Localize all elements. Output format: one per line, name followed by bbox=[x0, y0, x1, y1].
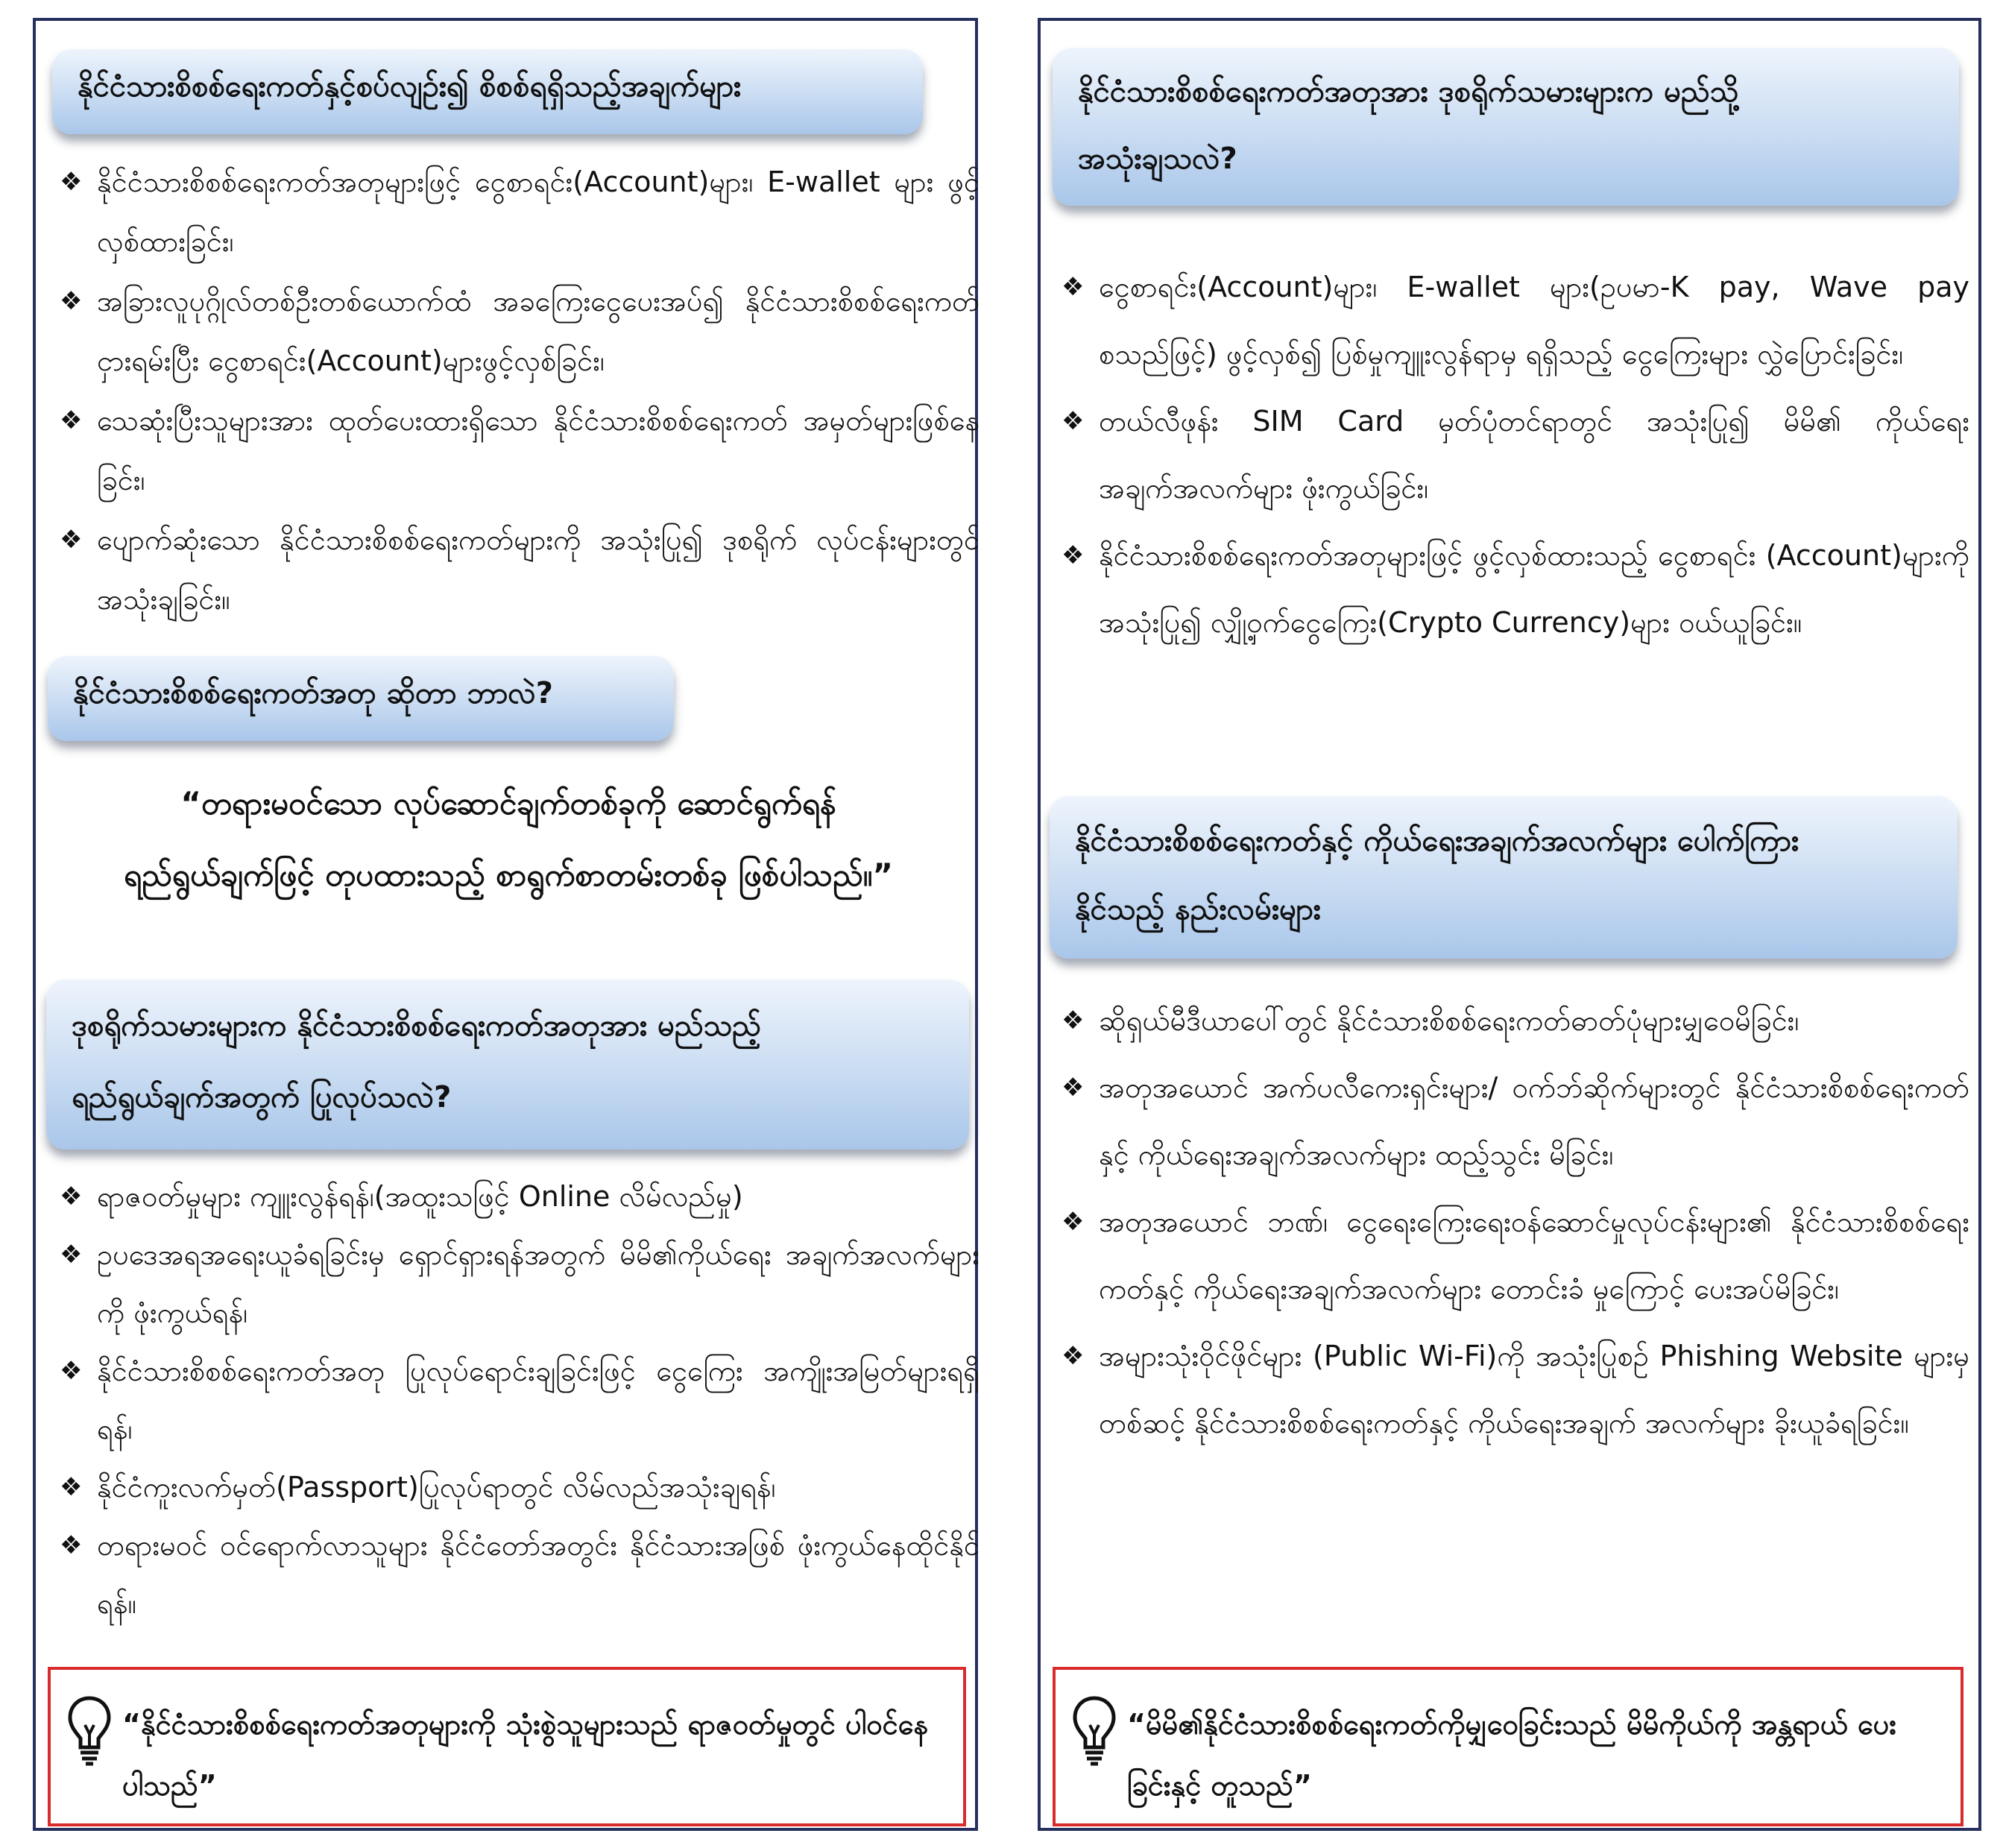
criminal-usage-heading-line2: အသုံးချသလဲ? bbox=[1078, 142, 1237, 176]
fake-nrc-findings-heading: နိုင်ငံသားစိစစ်ရေးကတ်နှင့်စပ်လျဉ်း၍ စိစစ်ရရှိသည့်အချက်များ bbox=[78, 69, 742, 104]
list-item: ❖ နိုင်ငံကူးလက်မှတ်(Passport)ပြုလုပ်ရာတွင် လိမ်လည်အသုံးချရန်၊ bbox=[55, 1458, 980, 1516]
list-item: ❖ အတုအယောင် ဘဏ်၊ ငွေရေးကြေးရေးဝန်ဆောင်မှုလုပ်ငန်းများ၏ နိုင်ငံသားစိစစ်ရေးကတ်နှင့် ကိုယ်ရေးအချက်အလက်များ တောင်းခံ မှုကြောင့် ပေးအပ်မိခြင်း၊ bbox=[1057, 1188, 1969, 1322]
criminal-usage-heading-line1: နိုင်ငံသားစိစစ်ရေးကတ်အတုအား ဒုစရိုက်သမားများက မည်သို့ bbox=[1078, 75, 1739, 109]
left-tip-text: “နိုင်ငံသားစိစစ်ရေးကတ်အတုများကို သုံးစွဲသူများသည် ရာဇဝတ်မှုတွင် ပါဝင်နေပါသည်” bbox=[122, 1708, 929, 1802]
criminal-purpose-heading-line2: ရည်ရွယ်ချက်အတွက် ပြုလုပ်သလဲ? bbox=[72, 1080, 452, 1114]
lightbulb-icon bbox=[1072, 1695, 1117, 1767]
list-item: ❖ အခြားလူပုဂ္ဂိုလ်တစ်ဦးတစ်ယောက်ထံ အခကြေးငွေပေးအပ်၍ နိုင်ငံသားစိစစ်ရေးကတ်ငှားရမ်းပြီး ငွေစာရင်း(Account)များဖွင့်လှစ်ခြင်း၊ bbox=[55, 271, 980, 391]
list-item: ❖ တယ်လီဖုန်း SIM Card မှတ်ပုံတင်ရာတွင် အသုံးပြု၍ မိမိ၏ ကိုယ်ရေးအချက်အလက်များ ဖုံးကွယ်ခြင်း၊ bbox=[1057, 388, 1969, 522]
criminal-usage-list bbox=[1057, 253, 1969, 656]
lightbulb-icon bbox=[67, 1695, 112, 1767]
right-tip-box bbox=[1053, 1667, 1963, 1826]
what-is-fake-nrc-heading: နိုင်ငံသားစိစစ်ရေးကတ်အတု ဆိုတာ ဘာလဲ? bbox=[73, 676, 553, 710]
data-leak-methods-heading-line2: နိုင်သည့် နည်းလမ်းများ bbox=[1075, 892, 1321, 927]
list-item: ❖ ဥပဒေအရအရေးယူခံရခြင်းမှ ရှောင်ရှားရန်အတွက် မိမိ၏ကိုယ်ရေး အချက်အလက်များကို ဖုံးကွယ်ရန်၊ bbox=[55, 1226, 980, 1342]
list-item: ❖ ပျောက်ဆုံးသော နိုင်ငံသားစိစစ်ရေးကတ်များကို အသုံးပြု၍ ဒုစရိုက် လုပ်ငန်းများတွင် အသုံးချခြင်း။ bbox=[55, 510, 980, 629]
data-leak-methods-list bbox=[1057, 987, 1969, 1457]
fake-nrc-definition-quote: “တရားမဝင်သော လုပ်ဆောင်ချက်တစ်ခုကို ဆောင်ရွက်ရန် ရည်ရွယ်ချက်ဖြင့် တုပထားသည့် စာရွက်စာတမ်းတစ်ခု ဖြစ်ပါသည်။” bbox=[124, 785, 893, 893]
criminal-purpose-header bbox=[46, 980, 969, 1150]
list-item: ❖ တရားမဝင် ဝင်ရောက်လာသူများ နိုင်ငံတော်အတွင်း နိုင်ငံသားအဖြစ် ဖုံးကွယ်နေထိုင်နိုင်ရန်။ bbox=[55, 1516, 980, 1633]
criminal-purpose-heading-line1: ဒုစရိုက်သမားများက နိုင်ငံသားစိစစ်ရေးကတ်အတုအား မည်သည့် bbox=[72, 1009, 761, 1043]
right-tip-text: “မိမိ၏နိုင်ငံသားစိစစ်ရေးကတ်ကိုမျှဝေခြင်းသည် မိမိကိုယ်ကို အန္တရာယ် ပေးခြင်းနှင့် တူသည်” bbox=[1127, 1708, 1896, 1802]
right-panel bbox=[1038, 18, 1981, 1831]
what-is-fake-nrc-header bbox=[48, 656, 674, 741]
list-item: ❖ ငွေစာရင်း(Account)များ၊ E-wallet များ(ဥပမာ-K pay, Wave pay စသည်ဖြင့်) ဖွင့်လှစ်၍ ပြစ်မှုကျူးလွန်ရာမှ ရရှိသည့် ငွေကြေးများ လွှဲပြောင်းခြင်း၊ bbox=[1057, 253, 1969, 388]
left-tip-box bbox=[48, 1667, 966, 1826]
list-item: ❖ အများသုံးဝိုင်ဖိုင်များ (Public Wi-Fi)ကို အသုံးပြုစဉ် Phishing Website များမှတစ်ဆင့် နိုင်ငံသားစိစစ်ရေးကတ်နှင့် ကိုယ်ရေးအချက် အလက်များ ခိုးယူခံရခြင်း။ bbox=[1057, 1322, 1969, 1457]
list-item: ❖ ဆိုရှယ်မီဒီယာပေါ်တွင် နိုင်ငံသားစိစစ်ရေးကတ်ဓာတ်ပုံများမျှဝေမိခြင်း၊ bbox=[1057, 987, 1969, 1054]
criminal-usage-header bbox=[1053, 48, 1959, 206]
list-item: ❖ သေဆုံးပြီးသူများအား ထုတ်ပေးထားရှိသော နိုင်ငံသားစိစစ်ရေးကတ် အမှတ်များဖြစ်နေခြင်း၊ bbox=[55, 391, 980, 510]
list-item: ❖ နိုင်ငံသားစိစစ်ရေးကတ်အတုများဖြင့် ငွေစာရင်း(Account)များ၊ E-wallet များ ဖွင့်လှစ်ထားခြင်း၊ bbox=[55, 152, 980, 271]
list-item: ❖ အတုအယောင် အက်ပလီကေးရှင်းများ/ ဝက်ဘ်ဆိုက်များတွင် နိုင်ငံသားစိစစ်ရေးကတ်နှင့် ကိုယ်ရေးအချက်အလက်များ ထည့်သွင်း မိခြင်း၊ bbox=[1057, 1054, 1969, 1188]
data-leak-methods-header bbox=[1050, 796, 1958, 959]
data-leak-methods-heading-line1: နိုင်ငံသားစိစစ်ရေးကတ်နှင့် ကိုယ်ရေးအချက်အလက်များ ပေါက်ကြား bbox=[1075, 824, 1799, 858]
fake-nrc-findings-header bbox=[52, 49, 923, 134]
criminal-purpose-list bbox=[55, 1167, 980, 1633]
list-item: ❖ နိုင်ငံသားစိစစ်ရေးကတ်အတု ပြုလုပ်ရောင်းချခြင်းဖြင့် ငွေကြေး အကျိုးအမြတ်များရရှိရန်၊ bbox=[55, 1342, 980, 1458]
list-item: ❖ ရာဇဝတ်မှုများ ကျူးလွန်ရန်၊(အထူးသဖြင့် Online လိမ်လည်မှု) bbox=[55, 1167, 980, 1226]
fake-nrc-findings-list bbox=[55, 152, 980, 629]
left-panel bbox=[33, 18, 978, 1831]
list-item: ❖ နိုင်ငံသားစိစစ်ရေးကတ်အတုများဖြင့် ဖွင့်လှစ်ထားသည့် ငွေစာရင်း (Account)များကိုအသုံးပြု၍ လျှို့ဝှက်ငွေကြေး(Crypto Currency)များ ဝယ်ယူခြင်း။ bbox=[1057, 522, 1969, 656]
